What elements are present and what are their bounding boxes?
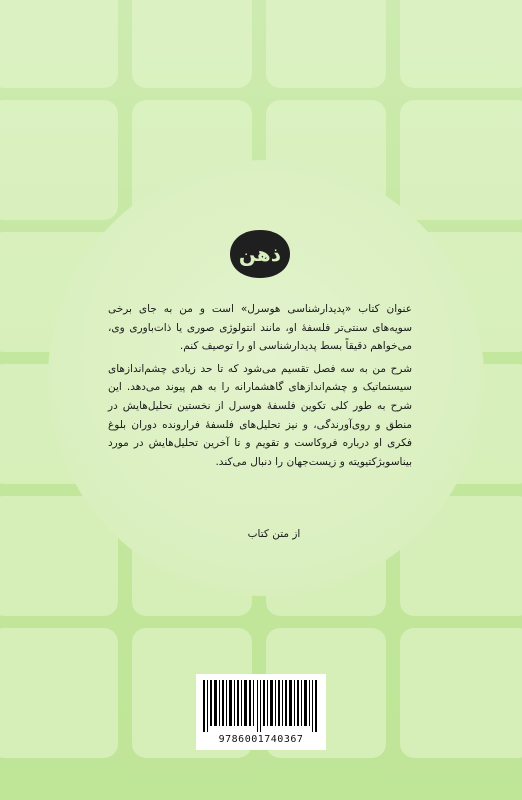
barcode bbox=[203, 680, 317, 732]
isbn-number: 9786001740367 bbox=[218, 734, 304, 745]
publisher-logo bbox=[228, 228, 292, 280]
blurb-text bbox=[108, 300, 412, 475]
publisher-logo-text: ذهن bbox=[238, 242, 282, 266]
source-note: از متن کتاب bbox=[247, 528, 301, 540]
blurb-paragraph: عنوان کتاب «پدیدارشناسی هوسرل» است و من به جای برخی سویه‌های سنتی‌تر فلسفهٔ او، مانند انتولوژی صوری یا ذات‌باوری وی، می‌خواهم دقیقاً بسط پدیدارشناسی او را توصیف کنم. bbox=[108, 303, 412, 353]
blurb-paragraph: شرح من به سه فصل تقسیم می‌شود که تا حد زیادی چشم‌اندازهای سیستماتیک و چشم‌اندازهای گاهشمارانه را به هم پیوند می‌دهد. این شرح به طور کلی تکوین فلسفهٔ هوسرل از نخستین تحلیل‌هایش در منطق و روی‌آورندگی، و نیز تحلیل‌های فلسفهٔ فرارونده دوران بلوغ فکری او درباره فروکاست و تقویم و تا آخرین تحلیل‌هایش در مورد بیناسوبژکتیویته و زیست‌جهان را دنبال می‌کند. bbox=[108, 362, 412, 468]
